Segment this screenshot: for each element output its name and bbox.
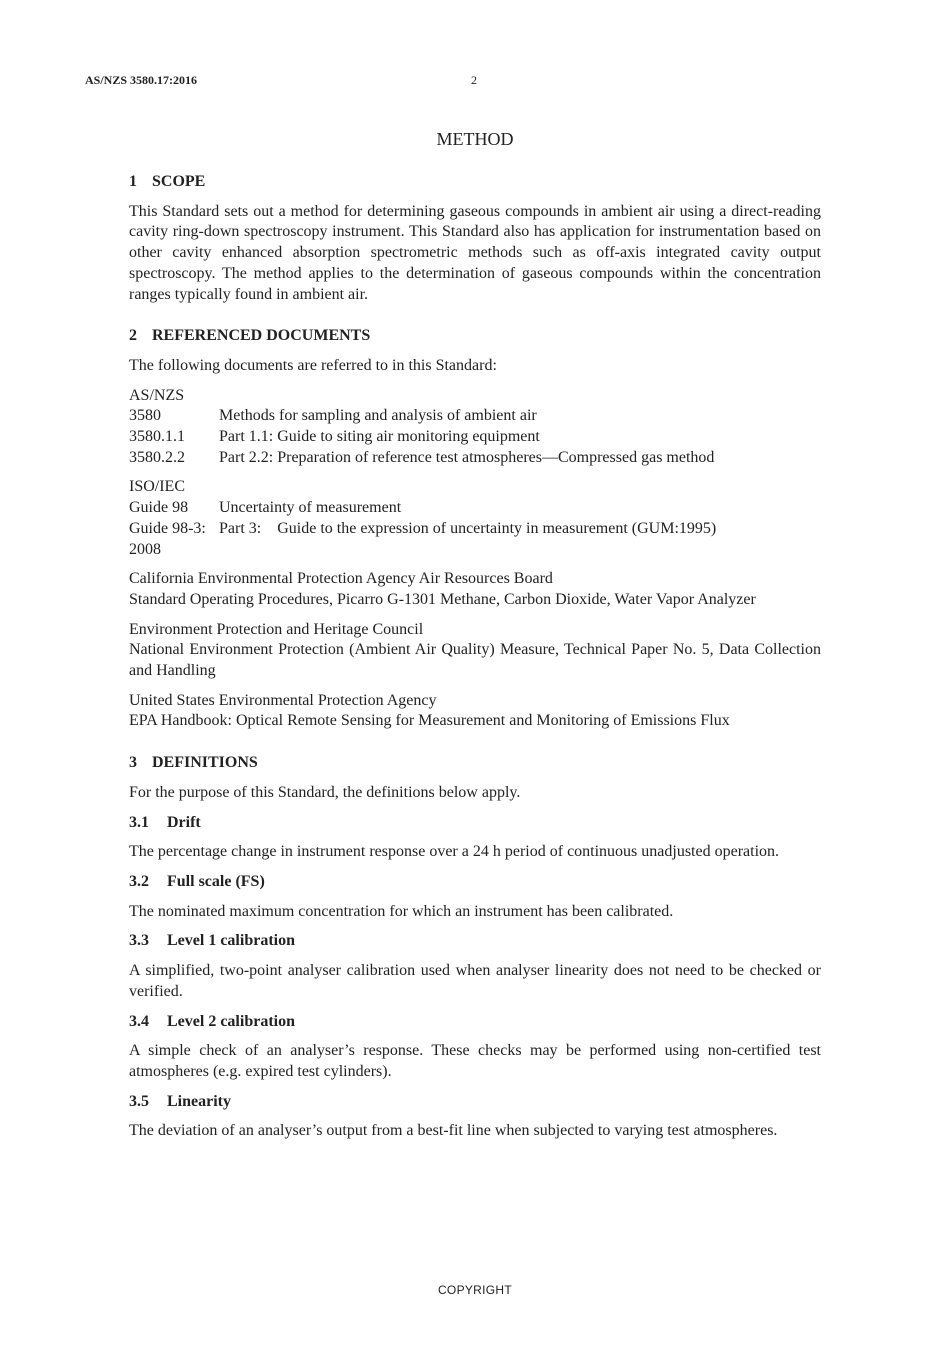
reference-title: Standard Operating Procedures, Picarro G-1301 Methane, Carbon Dioxide, Water Vapor Analyzer	[129, 590, 756, 608]
section-references-heading: 2 REFERENCED DOCUMENTS	[129, 327, 371, 345]
page-title: METHOD	[436, 129, 514, 149]
isoiec-group-label: ISO/IEC	[129, 478, 185, 496]
reference-row: Guide 98-3: Part 3: Guide to the expression of uncertainty in measurement (GUM:1995)	[129, 519, 717, 537]
scope-paragraph: This Standard sets out a method for determining gaseous compounds in ambient air using a direct-reading cavity ring-down spectroscopy instrument. This Standard also has application for instrumentation based on other cavity enhanced absorption spectrometric methods such as off-axis integrated cavity output spectroscopy. The method applies to the determination of gaseous compounds within the concentration ranges typically found in ambient air.	[129, 202, 821, 303]
reference-org: California Environmental Protection Agency Air Resources Board	[129, 570, 553, 588]
reference-row: 2008	[129, 540, 161, 558]
copyright-footer: COPYRIGHT	[437, 1283, 513, 1297]
reference-org: Environment Protection and Heritage Council	[129, 620, 424, 638]
references-intro: The following documents are referred to in this Standard:	[129, 356, 497, 374]
asnzs-group	[129, 386, 821, 469]
reference-title: EPA Handbook: Optical Remote Sensing for Measurement and Monitoring of Emissions Flux	[129, 712, 730, 730]
document-id: AS/NZS 3580.17:2016	[85, 73, 198, 87]
section-definitions-heading: 3 DEFINITIONS	[129, 754, 258, 772]
definition-text: A simplified, two-point analyser calibration used when analyser linearity does not need to be checked or verified.	[129, 962, 821, 1000]
other-reference	[129, 620, 821, 682]
reference-row: 3580.1.1 Part 1.1: Guide to siting air monitoring equipment	[129, 428, 540, 446]
reference-row: 3580.2.2 Part 2.2: Preparation of reference test atmospheres—Compressed gas method	[129, 448, 715, 466]
reference-row: 3580 Methods for sampling and analysis of ambient air	[129, 407, 537, 425]
page-number: 2	[471, 73, 477, 87]
reference-title: National Environment Protection (Ambient Air Quality) Measure, Technical Paper No. 5, Data Collection and Handling	[129, 641, 821, 680]
definitions-intro: For the purpose of this Standard, the definitions below apply.	[129, 783, 521, 801]
isoiec-group	[129, 477, 821, 560]
other-reference	[129, 569, 821, 610]
definition-heading: 3.1 Drift	[129, 813, 201, 831]
definition-heading: 3.3 Level 1 calibration	[129, 932, 295, 950]
definition-heading: 3.4 Level 2 calibration	[129, 1012, 295, 1030]
definition-heading: 3.2 Full scale (FS)	[129, 872, 265, 890]
definition-text: The percentage change in instrument response over a 24 h period of continuous unadjusted operation.	[129, 843, 780, 861]
other-reference	[129, 691, 821, 732]
definition-text: The nominated maximum concentration for which an instrument has been calibrated.	[129, 902, 674, 920]
definition-text: The deviation of an analyser’s output from a best-fit line when subjected to varying test atmospheres.	[129, 1122, 778, 1140]
reference-row: Guide 98 Uncertainty of measurement	[129, 499, 402, 517]
reference-org: United States Environmental Protection Agency	[129, 691, 437, 709]
asnzs-group-label: AS/NZS	[129, 386, 185, 404]
definition-heading: 3.5 Linearity	[129, 1092, 231, 1110]
definition-text: A simple check of an analyser’s response. These checks may be performed using non-certified test atmospheres (e.g. expired test cylinders).	[129, 1042, 821, 1080]
section-scope-heading: 1 SCOPE	[129, 173, 206, 190]
document-body	[129, 172, 821, 1142]
